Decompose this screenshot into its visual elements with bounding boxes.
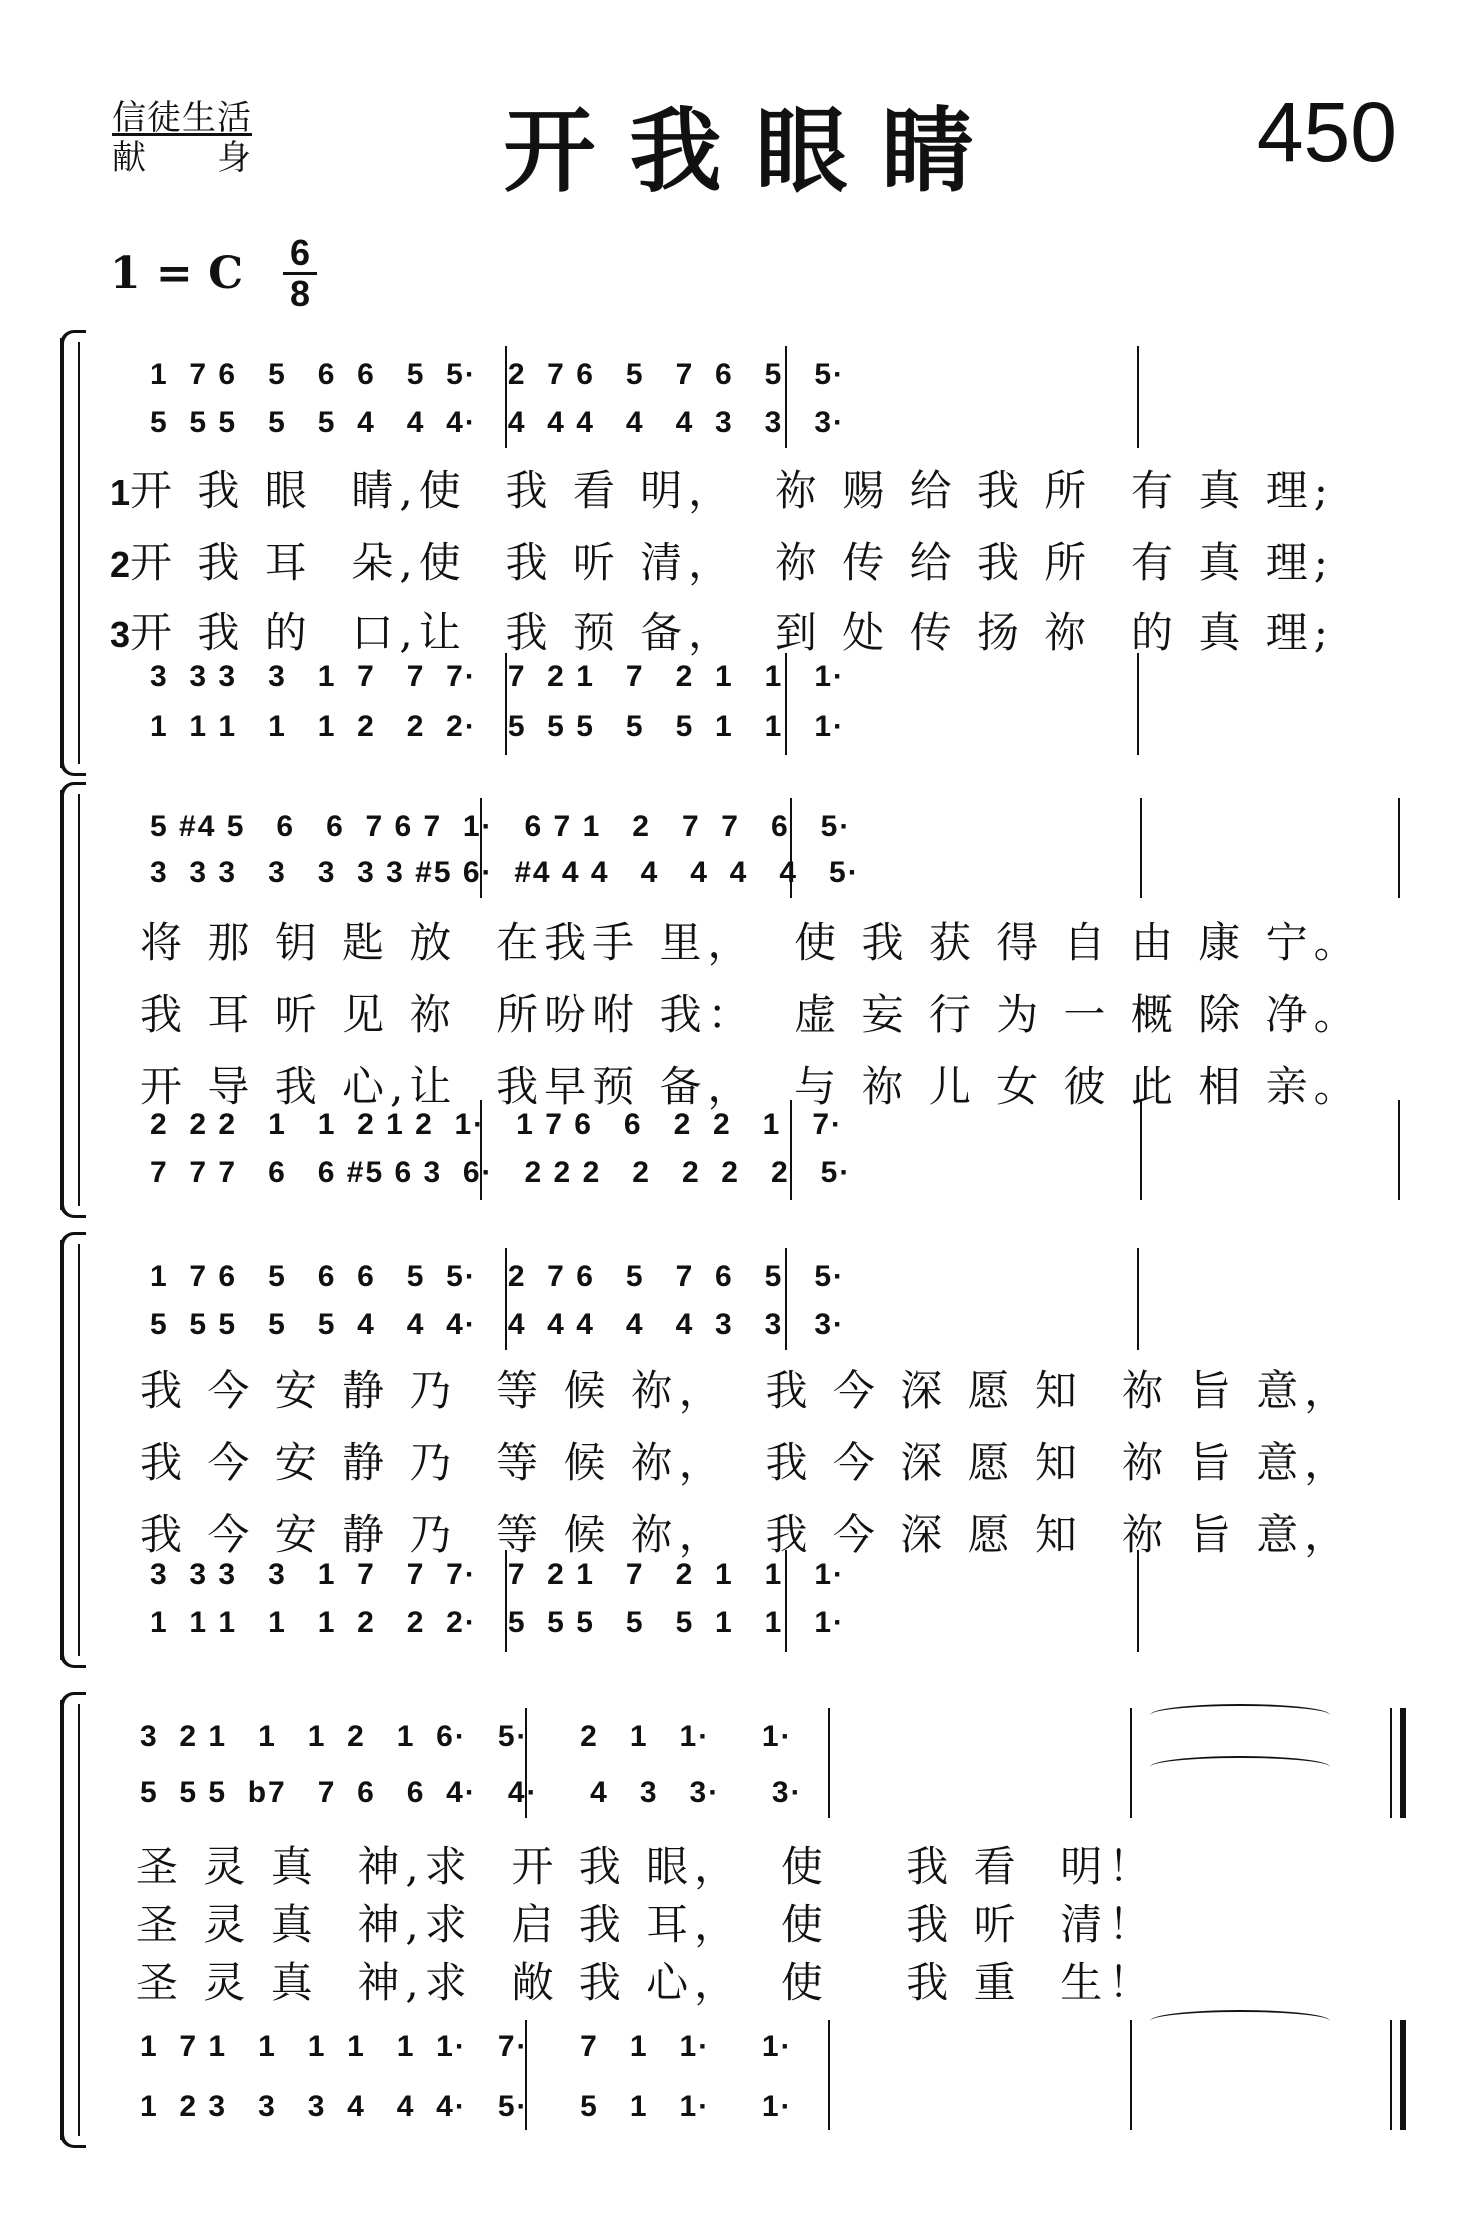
alto-line: 5 5 5 5 5 4 4 4· 4 4 4 4 4 3 3 3· [150,1308,845,1341]
soprano-line: 1 7 6 5 6 6 5 5· 2 7 6 5 7 6 5 5· [150,1260,845,1293]
time-signature [283,232,317,314]
bar-line [790,1100,792,1200]
lyric-verse-1 [140,1358,1352,1418]
tie-arc [1150,1704,1330,1726]
alto-line: 3 3 3 3 3 3 3 #5 6· #4 4 4 4 4 4 4 5· [150,856,860,889]
lyric-verse-2 [110,530,1334,590]
bass-line: 1 2 3 3 3 4 4 4· 5· 5 1 1· 1· [140,2090,793,2123]
soprano-line: 5 #4 5 6 6 7 6 7 1· 6 7 1 2 7 7 6 5· [150,810,852,843]
bar-line [790,798,792,898]
tenor-line: 3 3 3 3 1 7 7 7· 7 2 1 7 2 1 1 1· [150,660,845,693]
category-line-1: 信徒生活 [112,98,252,138]
lyric-text: 我 今 安 静 乃 等 候 祢， 我 今 深 愿 知 祢 旨 意， [140,1366,1353,1415]
lyric-verse-1 [140,910,1362,970]
category-line-2: 献 身 [112,138,252,178]
verse-number: 3 [110,614,131,655]
lyric-text: 圣 灵 真 神,求 敞 我 心， 使 我 重 生！ [136,1958,1157,2007]
lyric-text: 我 今 安 静 乃 等 候 祢， 我 今 深 愿 知 祢 旨 意， [140,1438,1353,1487]
tenor-line: 1 7 1 1 1 1 1 1· 7· 7 1 1· 1· [140,2030,793,2063]
lyric-text: 开 我 眼 睛,使 我 看 明， 祢 赐 给 我 所 有 真 理; [130,466,1334,515]
time-signature-top: 6 [289,232,311,273]
bar-line [828,1708,830,1818]
lyric-text: 将 那 钥 匙 放 在我手 里， 使 我 获 得 自 由 康 宁。 [140,918,1362,967]
bass-line: 1 1 1 1 1 2 2 2· 5 5 5 5 5 1 1 1· [150,710,845,743]
lyric-text: 圣 灵 真 神,求 启 我 耳， 使 我 听 清！ [136,1900,1157,1949]
bass-line: 7 7 7 6 6 #5 6 3 6· 2 2 2 2 2 2 2 5· [150,1156,852,1189]
bar-line [505,653,507,755]
score-system-1 [60,338,1420,768]
time-signature-bottom: 8 [289,273,311,314]
lyric-verse-2 [136,1892,1156,1952]
bar-line [828,2020,830,2130]
bar-line [505,1248,507,1350]
lyric-verse-1 [110,458,1334,518]
soprano-line: 3 2 1 1 1 2 1 6· 5· 2 1 1· 1· [140,1720,793,1753]
lyric-verse-3 [110,600,1334,660]
bar-line [525,2020,527,2130]
lyric-verse-2 [140,982,1362,1042]
lyric-text: 我 今 安 静 乃 等 候 祢， 我 今 深 愿 知 祢 旨 意， [140,1510,1353,1559]
lyric-verse-3 [140,1502,1352,1562]
score-system-3 [60,1240,1420,1660]
soprano-line: 1 7 6 5 6 6 5 5· 2 7 6 5 7 6 5 5· [150,358,845,391]
bar-line [1130,1708,1132,1818]
tenor-line: 2 2 2 1 1 2 1 2 1· 1 7 6 6 2 2 1 7· [150,1108,844,1141]
bar-line [1398,1100,1400,1200]
score-system-2 [60,790,1420,1210]
bar-line [480,1100,482,1200]
bass-line: 1 1 1 1 1 2 2 2· 5 5 5 5 5 1 1 1· [150,1606,845,1639]
system-brace [60,790,86,1210]
key-signature: 1 = C [110,248,244,299]
lyric-verse-2 [140,1430,1352,1490]
final-bar-line [1390,1708,1392,1818]
lyric-text: 开 导 我 心,让 我早预 备， 与 祢 儿 女 彼 此 相 亲。 [140,1062,1362,1111]
bar-line [480,798,482,898]
lyric-text: 开 我 的 口,让 我 预 备， 到 处 传 扬 祢 的 真 理; [130,608,1334,657]
bar-line [1137,1248,1139,1350]
tie-arc [1150,1756,1330,1778]
tenor-line: 3 3 3 3 1 7 7 7· 7 2 1 7 2 1 1 1· [150,1558,845,1591]
hymn-number: 450 [1256,85,1397,179]
bar-line [1137,653,1139,755]
system-brace [60,1240,86,1660]
tie-arc [1150,2010,1330,2032]
bar-line [525,1708,527,1818]
verse-number: 1 [110,472,131,513]
bar-line [785,1248,787,1350]
bar-line [1130,2020,1132,2130]
bar-line [785,346,787,448]
system-brace [60,338,86,768]
lyric-text: 我 耳 听 见 祢 所吩咐 我： 虚 妄 行 为 一 概 除 净。 [140,990,1362,1039]
lyric-text: 圣 灵 真 神,求 开 我 眼， 使 我 看 明！ [136,1842,1157,1891]
hymn-title: 开我眼睛 [503,97,1008,205]
alto-line: 5 5 5 5 5 4 4 4· 4 4 4 4 4 3 3 3· [150,406,845,439]
lyric-text: 开 我 耳 朵,使 我 听 清， 祢 传 给 我 所 有 真 理; [130,538,1334,587]
bar-line [785,1550,787,1652]
bar-line [1137,1550,1139,1652]
bar-line [785,653,787,755]
bar-line [1398,798,1400,898]
bar-line [1140,798,1142,898]
system-brace [60,1700,86,2140]
lyric-verse-3 [136,1950,1156,2010]
final-bar-line [1390,2020,1392,2130]
bar-line [505,346,507,448]
verse-number: 2 [110,544,131,585]
bar-line [1137,346,1139,448]
lyric-verse-1 [136,1834,1156,1894]
bar-line [505,1550,507,1652]
score-system-4 [60,1700,1420,2140]
lyric-verse-3 [140,1054,1362,1114]
alto-line: 5 5 5 b7 7 6 6 4· 4· 4 3 3· 3· [140,1776,803,1809]
bar-line [1140,1100,1142,1200]
